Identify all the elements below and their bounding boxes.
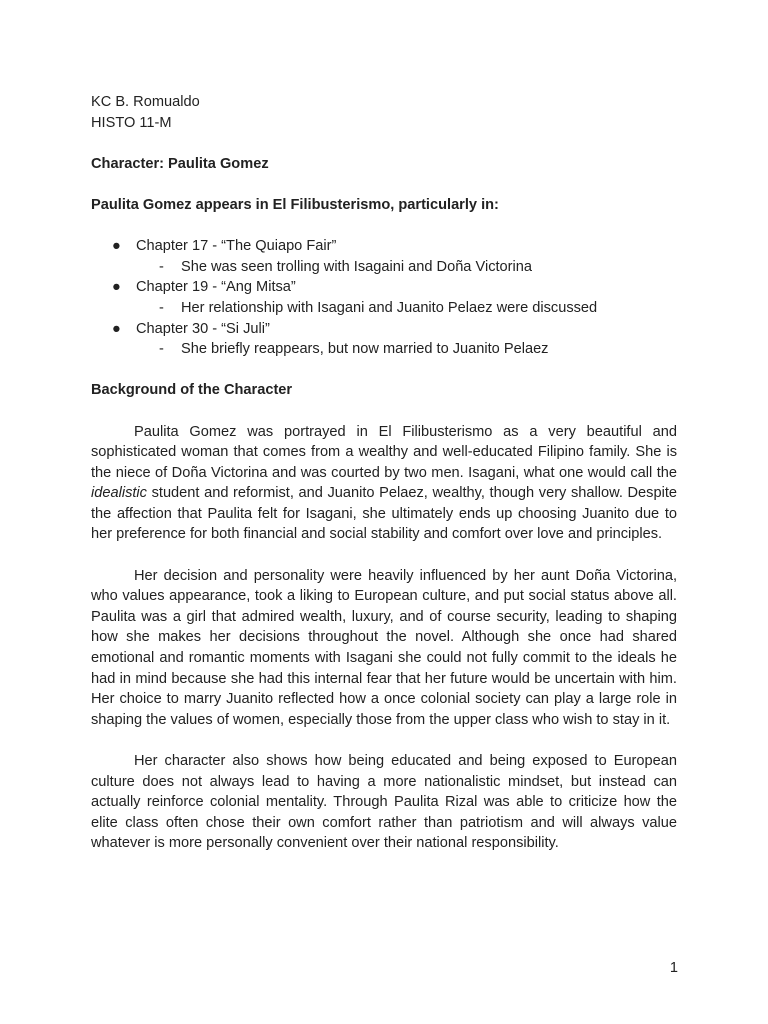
chapter-list bbox=[91, 236, 677, 360]
chapter-title: Chapter 19 - “Ang Mitsa” bbox=[136, 279, 296, 296]
character-heading: Character: Paulita Gomez bbox=[91, 155, 269, 172]
chapter-note bbox=[91, 257, 677, 278]
bullet-icon: ● bbox=[112, 279, 121, 296]
spacer bbox=[91, 360, 677, 381]
dash-icon: - bbox=[159, 341, 164, 358]
spacer bbox=[91, 133, 677, 154]
dash-icon: - bbox=[159, 299, 164, 316]
spacer bbox=[91, 730, 677, 751]
chapter-title: Chapter 17 - “The Quiapo Fair” bbox=[136, 238, 337, 255]
chapter-item bbox=[91, 319, 677, 340]
chapter-note bbox=[91, 339, 677, 360]
author-name: KC B. Romualdo bbox=[91, 94, 200, 110]
background-heading: Background of the Character bbox=[91, 382, 293, 399]
paragraph-1-before: Paulita Gomez was portrayed in El Filibusterismo as a very beautiful and sophisticated woman that comes from a wealthy and well-educated Filipino family. She is the niece of Doña Victorina and was courted by two men. Isagani, what one would call the bbox=[91, 423, 677, 481]
paragraph-1 bbox=[91, 422, 677, 546]
chapter-note-text: She was seen trolling with Isagaini and Doña Victorina bbox=[181, 258, 532, 275]
chapter-note bbox=[91, 298, 677, 319]
page-number: 1 bbox=[669, 960, 678, 976]
class-section: HISTO 11-M bbox=[91, 114, 172, 131]
chapter-title: Chapter 30 - “Si Juli” bbox=[136, 320, 270, 337]
paragraph-1-after: student and reformist, and Juanito Pelaez, wealthy, though very shallow. Despite the affection that Paulita felt for Isagani, she ultimately ends up choosing Juanito due to her preference for both financial and social stability and comfort over love and principles. bbox=[91, 485, 677, 543]
document-body bbox=[91, 92, 677, 854]
appears-heading: Paulita Gomez appears in El Filibusterismo, particularly in: bbox=[91, 196, 499, 213]
spacer bbox=[91, 401, 677, 422]
spacer bbox=[91, 545, 677, 566]
dash-icon: - bbox=[159, 258, 164, 275]
paragraph-2: Her decision and personality were heavily influenced by her aunt Doña Victorina, who values appearance, took a liking to European culture, and put social status above all. Paulita was a girl that admired wealth, luxury, and of course security, leading to shaping how she makes her decisions throughout the novel. Although she once had shared emotional and romantic moments with Isagani she could not fully commit to the ideals he had in mind because she had this internal fear that her future would be uncertain with him. Her choice to marry Juanito reflected how a once colonial society can play a large role in shaping the values of women, especially those from the upper class who wish to stay in it. bbox=[91, 567, 677, 728]
chapter-note-text: Her relationship with Isagani and Juanito Pelaez were discussed bbox=[181, 299, 598, 316]
bullet-icon: ● bbox=[112, 238, 121, 255]
chapter-item bbox=[91, 277, 677, 298]
paragraph-3: Her character also shows how being educated and being exposed to European culture does not always lead to having a more nationalistic mindset, but instead can actually reinforce colonial mentality. Through Paulita Rizal was able to criticize how the elite class often chose their own comfort rather than patriotism and will always value whatever is more personally convenient over their national responsibility. bbox=[91, 753, 677, 852]
bullet-icon: ● bbox=[112, 320, 121, 337]
chapter-note-text: She briefly reappears, but now married to Juanito Pelaez bbox=[181, 341, 549, 358]
spacer bbox=[91, 174, 677, 195]
chapter-item bbox=[91, 236, 677, 257]
spacer bbox=[91, 216, 677, 237]
emphasis-idealistic: idealistic bbox=[91, 485, 147, 502]
